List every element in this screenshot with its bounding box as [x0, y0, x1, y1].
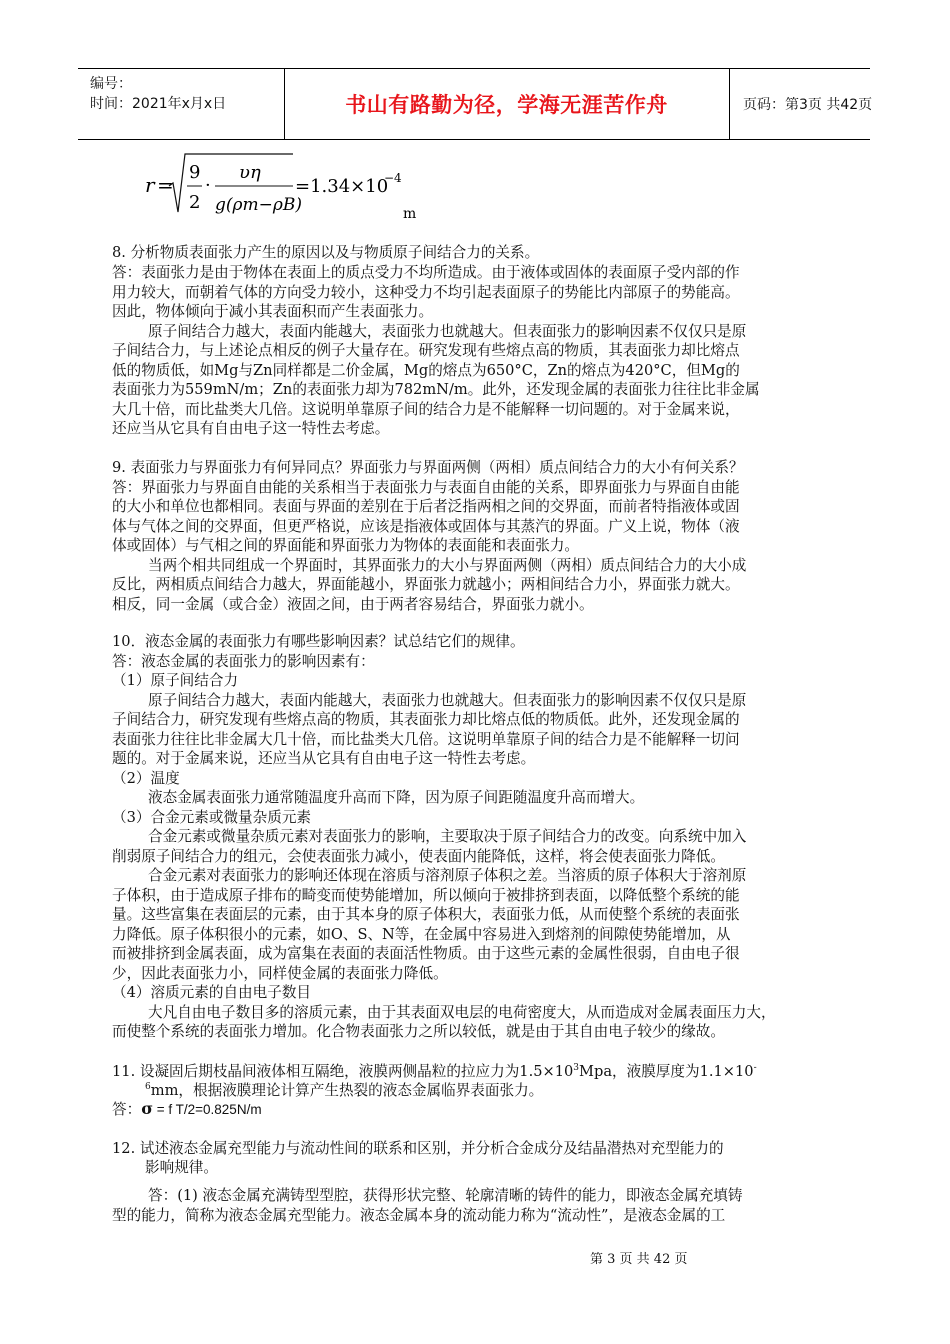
q10-answer-line: 大凡自由电子数目多的溶质元素，由于其表面双电层的电荷密度大，从而造成对金属表面压力大，: [148, 1004, 776, 1021]
q9-answer-line: 体或固体）与气相之间的界面能和界面张力为物体的表面能和表面张力。: [112, 537, 580, 554]
q10-answer-line: 液态金属表面张力通常随温度升高而下降，因为原子间距随温度升高而增大。: [148, 789, 645, 806]
formula-unit: m: [403, 206, 417, 222]
q10-answer-line: 答：液态金属的表面张力的影响因素有：: [112, 653, 375, 670]
q11-answer: [112, 1099, 262, 1120]
q10-answer-line: 合金元素或微量杂质元素对表面张力的影响，主要取决于原子间结合力的改变。向系统中加入: [148, 828, 747, 845]
q11-text-b: Mpa，液膜厚度为1.1×10: [579, 1062, 754, 1080]
q12-answer-line: 型的能力，简称为液态金属充型能力。液态金属本身的流动能力称为“流动性”，是液态金属的工: [112, 1207, 726, 1224]
q11-answer-value: = f T/2=0.825N/m: [153, 1102, 262, 1117]
q9-answer-line: 当两个相共同组成一个界面时，其界面张力的大小与界面两侧（两相）质点间结合力的大小成: [148, 557, 747, 574]
q11-text-c: mm，根据液膜理论计算产生热裂的液态金属临界表面张力。: [150, 1081, 544, 1099]
q10-answer-line: 子间结合力，研究发现有些熔点高的物质，其表面张力却比熔点低的物质低。此外，还发现金属的: [112, 711, 740, 728]
page-header: [78, 68, 873, 140]
formula-den-left: 2: [189, 192, 201, 213]
q9-answer-line: 的大小和单位也都相同。表面与界面的差别在于后者泛指两相之间的交界面，而前者特指液体或固: [112, 498, 740, 515]
q11-answer-label: 答：: [112, 1101, 142, 1118]
formula-exponent: −4: [384, 171, 402, 185]
document-date: 时间：2021年x月x日: [90, 96, 227, 112]
q8-answer-line: 因此，物体倾向于减小其表面积而产生表面张力。: [112, 303, 434, 320]
q10-answer-line: 表面张力往往比非金属大几十倍，而比盐类大几倍。这说明单靠原子间的结合力是不能解释一切问: [112, 731, 740, 748]
q12-answer-line: 答：(1) 液态金属充满铸型型腔，获得形状完整、轮廓清晰的铸件的能力，即液态金属充填铸: [148, 1187, 743, 1204]
sigma-symbol: σ: [141, 1099, 153, 1118]
q8-answer-line: 低的物质低，如Mg与Zn同样都是二价金属，Mg的熔点为650°C，Zn的熔点为420°C，但Mg的: [112, 362, 740, 379]
page-footer: 第 3 页 共 42 页: [590, 1252, 688, 1267]
q8-answer-line: 表面张力为559mN/m；Zn的表面张力却为782mN/m。此外，还发现金属的表面张力往往比非金属: [112, 381, 760, 398]
header-page-label: 页码：第3页 共42页: [743, 97, 873, 113]
q8-answer-line: 大几十倍，而比盐类大几倍。这说明单靠原子间的结合力是不能解释一切问题的。对于金属来说，: [112, 401, 740, 418]
q8-answer-line: 用力较大，而朝着气体的方向受力较小，这种受力不均引起表面原子的势能比内部原子的势能高。: [112, 284, 740, 301]
q9-answer-line: 反比，两相质点间结合力越大，界面能越小，界面张力就越小；两相间结合力小，界面张力就大。: [112, 576, 740, 593]
q8-answer-line: 子间结合力，与上述论点相反的例子大量存在。研究发现有些熔点高的物质，其表面张力却比熔点: [112, 342, 740, 359]
q11-sup-c: 6: [145, 1082, 151, 1092]
q8-answer-line: 还应当从它具有自由电子这一特性去考虑。: [112, 420, 390, 437]
q9-answer-line: 体与气体之间的交界面，但更严格说，应该是指液体或固体与其蒸汽的界面。广义上说，物体（液: [112, 518, 740, 535]
document-number: 编号：: [90, 76, 132, 92]
q12-title: 12. 试述液态金属充型能力与流动性间的联系和区别，并分析合金成分及结晶潜热对充型能力的: [112, 1140, 724, 1157]
header-page: [729, 69, 873, 139]
formula-num-left: 9: [189, 162, 201, 183]
q10-subheading: （2）温度: [112, 770, 180, 787]
q10-answer-line: 原子间结合力越大，表面内能越大，表面张力也就越大。但表面张力的影响因素不仅仅只是原: [148, 692, 747, 709]
q9-answer-line: 答：界面张力与界面自由能的关系相当于表面张力与表面自由能的关系，即界面张力与界面自由能: [112, 479, 740, 496]
formula-dot: ·: [205, 175, 211, 196]
q11-sup-b: -: [753, 1063, 757, 1073]
q10-answer-line: 量。这些富集在表面层的元素，由于其本身的原子体积大，表面张力低，从而使整个系统的表面张: [112, 906, 740, 923]
q10-subheading: （4）溶质元素的自由电子数目: [112, 984, 312, 1001]
formula-num-right: υη: [239, 162, 261, 183]
header-meta: [78, 69, 285, 139]
q10-answer-line: 题的。对于金属来说，还应当从它具有自由电子这一特性去考虑。: [112, 750, 536, 767]
q8-answer-line: 答：表面张力是由于物体在表面上的质点受力不均所造成。由于液体或固体的表面原子受内部的作: [112, 264, 740, 281]
q11-sup-a: 3: [573, 1063, 580, 1073]
formula-equals: =: [157, 173, 174, 197]
q12-title-line2: 影响规律。: [145, 1159, 218, 1176]
formula-den-right: g(ρm−ρB): [215, 195, 302, 215]
q10-answer-line: 子体积，由于造成原子排布的畸变而使势能增加，所以倾向于被排挤到表面，以降低整个系统的能: [112, 887, 740, 904]
q9-answer-line: 相反，同一金属（或合金）液固之间，由于两者容易结合，界面张力就小。: [112, 596, 594, 613]
q10-answer-line: 少，因此表面张力小，同样使金属的表面张力降低。: [112, 965, 448, 982]
q9-title: 9. 表面张力与界面张力有何异同点？界面张力与界面两侧（两相）质点间结合力的大小有何关系？: [112, 459, 744, 476]
q11-text-a: 11. 设凝固后期枝晶间液体相互隔绝，液膜两侧晶粒的拉应力为1.5×10: [112, 1062, 574, 1080]
q10-answer-line: 削弱原子间结合力的组元，会使表面张力减小，使表面内能降低，这样，将会使表面张力降低。: [112, 848, 725, 865]
header-motto: 书山有路勤为径，学海无涯苦作舟: [284, 69, 730, 139]
q10-subheading: （3）合金元素或微量杂质元素: [112, 809, 312, 826]
q10-title: 10．液态金属的表面张力有哪些影响因素？试总结它们的规律。: [112, 633, 525, 650]
q10-answer-line: 力降低。原子体积很小的元素，如O、S、N等，在金属中容易进入到熔剂的间隙使势能增加，从: [112, 926, 731, 943]
formula-result: =1.34×10: [295, 176, 389, 197]
q10-subheading: （1）原子间结合力: [112, 672, 239, 689]
q11-title-line2: [145, 1078, 543, 1100]
q10-answer-line: 合金元素对表面张力的影响还体现在溶质与溶剂原子体积之差。当溶质的原子体积大于溶剂原: [148, 867, 747, 884]
q8-answer-line: 原子间结合力越大，表面内能越大，表面张力也就越大。但表面张力的影响因素不仅仅只是原: [148, 323, 747, 340]
formula-lhs: r: [145, 173, 155, 197]
formula-graphic: [145, 150, 565, 230]
q8-title: 8. 分析物质表面张力产生的原因以及与物质原子间结合力的关系。: [112, 244, 540, 261]
q10-answer-line: 而被排挤到金属表面，成为富集在表面的表面活性物质。由于这些元素的金属性很弱，自由电子很: [112, 945, 740, 962]
radius-formula: [145, 150, 565, 230]
q10-answer-line: 而使整个系统的表面张力增加。化合物表面张力之所以较低，就是由于其自由电子较少的缘故。: [112, 1023, 725, 1040]
